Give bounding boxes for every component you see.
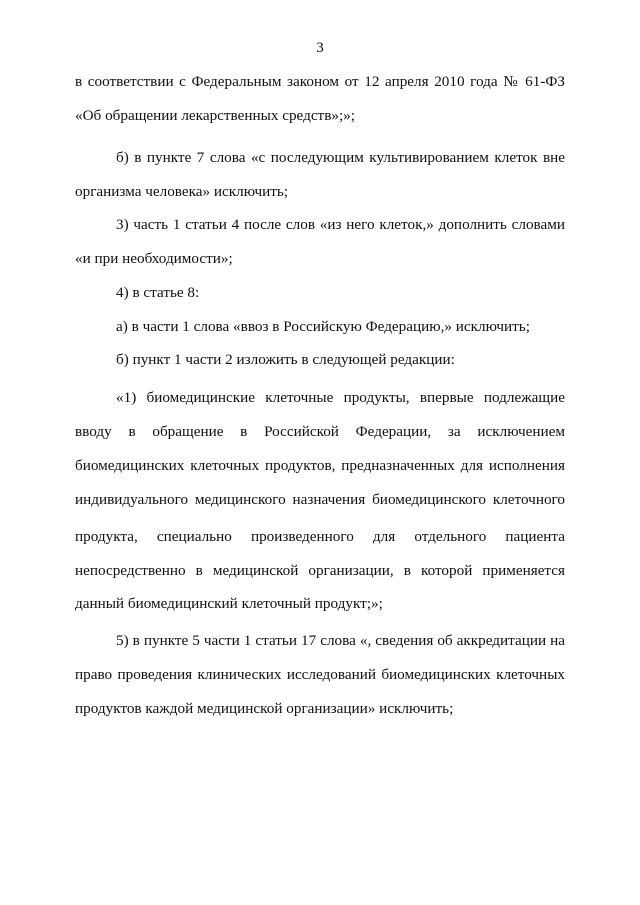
- text-line: 3) часть 1 статьи 4 после слов «из него клеток,» дополнить словами: [116, 216, 565, 233]
- text-line: организма человека» исключить;: [75, 183, 289, 200]
- text-line: индивидуального медицинского назначения биомедицинского клеточного: [75, 491, 565, 508]
- text-line: право проведения клинических исследований биомедицинских клеточных: [75, 666, 565, 683]
- text-line: 4) в статье 8:: [116, 284, 200, 301]
- text-line: вводу в обращение в Российской Федерации, за исключением: [75, 423, 565, 440]
- text-line: непосредственно в медицинской организации, в которой применяется: [75, 562, 565, 579]
- text-line: продуктов каждой медицинской организации» исключить;: [75, 700, 454, 717]
- text-line: «1) биомедицинские клеточные продукты, впервые подлежащие: [116, 389, 565, 406]
- text-line: биомедицинских клеточных продуктов, предназначенных для исполнения: [75, 457, 565, 474]
- text-line: б) в пункте 7 слова «с последующим культивированием клеток вне: [116, 149, 565, 166]
- page-number: 3: [316, 40, 324, 56]
- text-line: продукта, специально произведенного для отдельного пациента: [75, 528, 565, 545]
- text-line: б) пункт 1 части 2 изложить в следующей редакции:: [116, 351, 455, 368]
- text-line: данный биомедицинский клеточный продукт;»;: [75, 595, 383, 612]
- text-line: в соответствии с Федеральным законом от 12 апреля 2010 года № 61-ФЗ: [75, 73, 565, 90]
- text-line: «Об обращении лекарственных средств»;»;: [75, 107, 355, 124]
- text-line: «и при необходимости»;: [75, 250, 233, 267]
- text-line: а) в части 1 слова «ввоз в Российскую Федерацию,» исключить;: [116, 318, 530, 335]
- text-line: 5) в пункте 5 части 1 статьи 17 слова «, сведения об аккредитации на: [116, 632, 565, 649]
